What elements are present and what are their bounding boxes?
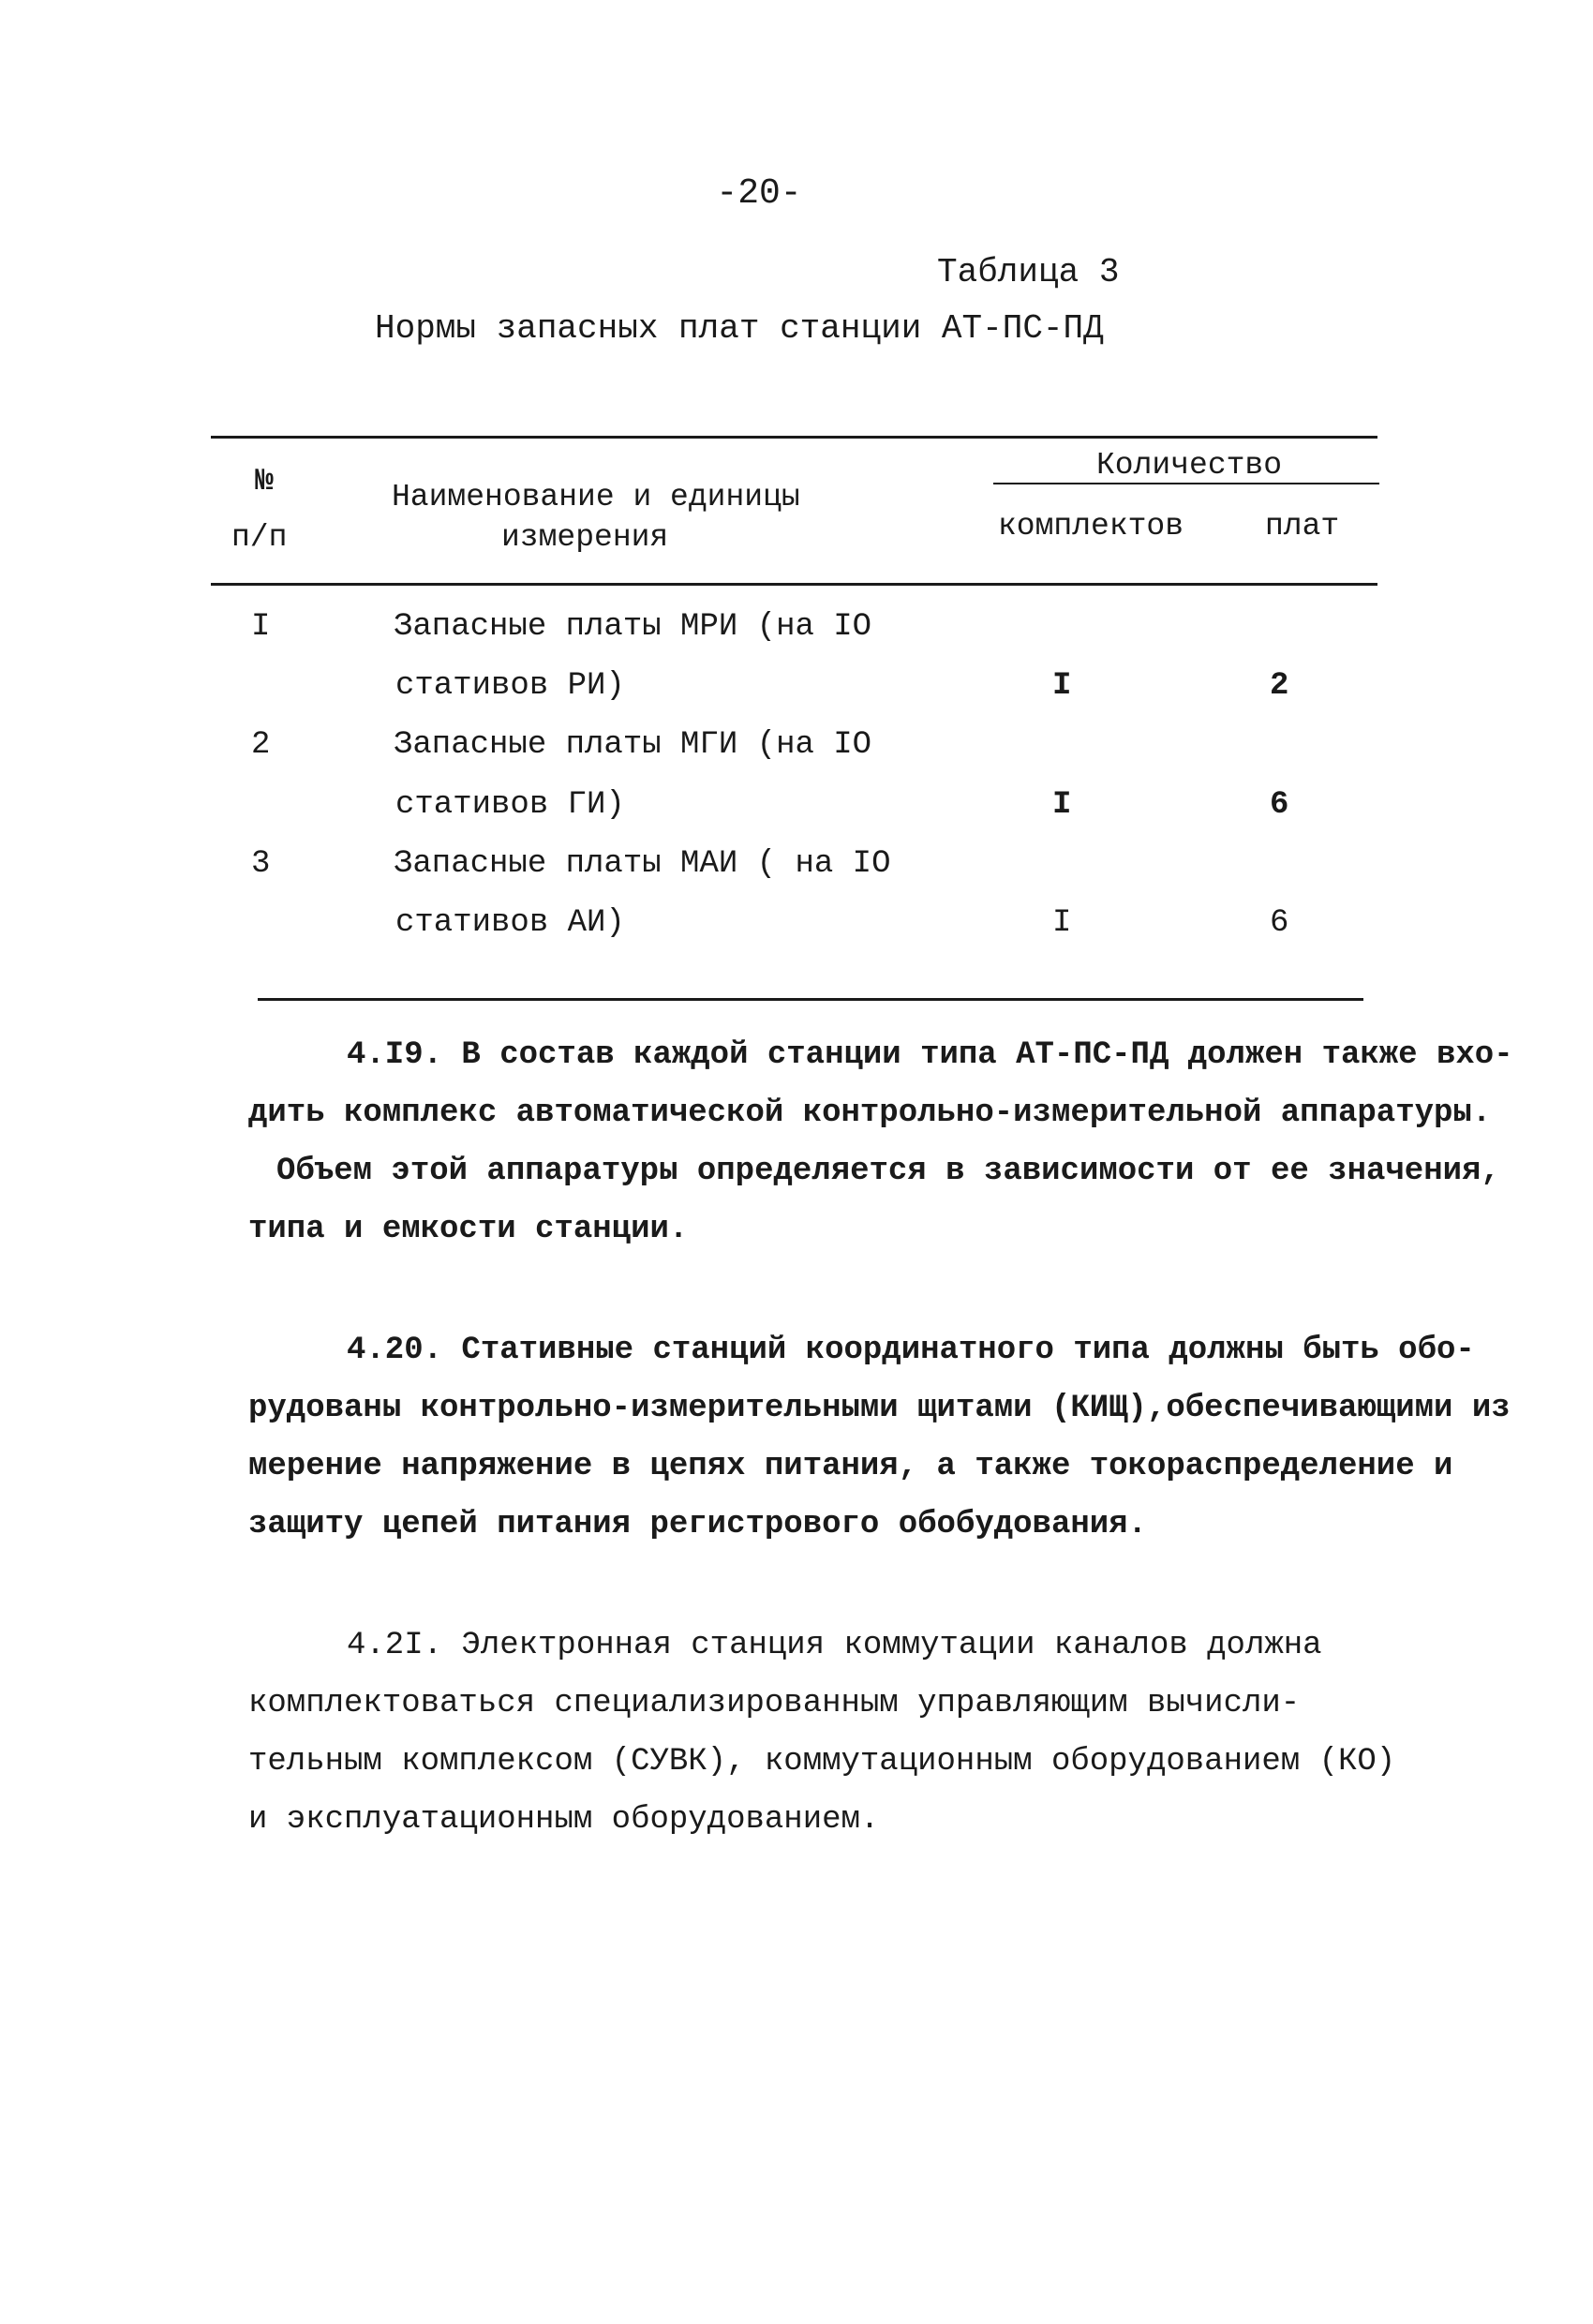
table-top-rule [211,436,1377,439]
paragraph-line: 4.I9. В состав каждой станции типа АТ-ПС-ПД должен также вхо- [347,1037,1513,1073]
row-name-line1: Запасные платы МГИ (на IO [394,727,872,763]
header-bottom-rule [211,583,1377,586]
row-sets: I [1052,668,1072,704]
paragraph-line: Объем этой аппаратуры определяется в зависимости от ее значения, [276,1154,1500,1189]
paragraph-line: тельным комплексом (СУВК), коммутационным оборудованием (КО) [248,1744,1396,1780]
paragraph-line: типа и емкости станции. [248,1212,689,1247]
paragraph-4-21 [248,1616,1395,1849]
table-label: Таблица 3 [937,253,1120,291]
header-num-sign: № [255,464,274,499]
row-boards: 2 [1270,668,1289,704]
header-name-line1: Наименование и единицы [392,480,800,514]
page-number: -20- [716,173,802,214]
row-number: 2 [251,727,271,763]
paragraph-line: дить комплекс автоматической контрольно-измерительной аппаратуры. [248,1095,1492,1131]
header-num-label: п/п [231,520,288,555]
paragraph-line: рудованы контрольно-измерительными щитами (КИЩ),обеспечивающими из [248,1391,1511,1426]
paragraph-line: 4.2I. Электронная станция коммутации каналов должна [347,1628,1322,1663]
row-number: 3 [251,846,271,882]
row-name-line1: Запасные платы МАИ ( на IO [394,846,891,882]
row-name-line2: стативов АИ) [395,905,625,941]
paragraph-4-20 [248,1321,1511,1554]
header-name-line2: измерения [501,520,669,555]
row-boards: 6 [1270,905,1289,941]
paragraph-line: комплектоваться специализированным управляющим вычисли- [248,1686,1301,1721]
paragraph-line: 4.20. Стативные станций координатного типа должны быть обо- [347,1333,1475,1368]
row-boards: 6 [1270,787,1289,823]
header-sets: комплектов [998,509,1184,544]
row-sets: I [1052,905,1072,941]
paragraph-line: защиту цепей питания регистрового обобудования. [248,1507,1147,1542]
paragraph-line: мерение напряжение в цепях питания, а также токораспределение и [248,1449,1453,1484]
row-name-line2: стативов ГИ) [395,787,625,823]
table-title: Нормы запасных плат станции АТ-ПС-ПД [375,309,1104,348]
row-number: I [251,609,271,645]
table-bottom-rule [258,998,1363,1001]
row-name-line1: Запасные платы МРИ (на IO [394,609,872,645]
row-sets: I [1052,787,1072,823]
paragraph-line: и эксплуатационным оборудованием. [248,1802,880,1838]
header-boards: плат [1265,509,1340,544]
paragraph-4-19 [248,1026,1513,1259]
quantity-underline [993,483,1379,484]
row-name-line2: стативов РИ) [395,668,625,704]
header-quantity: Количество [1096,448,1283,483]
